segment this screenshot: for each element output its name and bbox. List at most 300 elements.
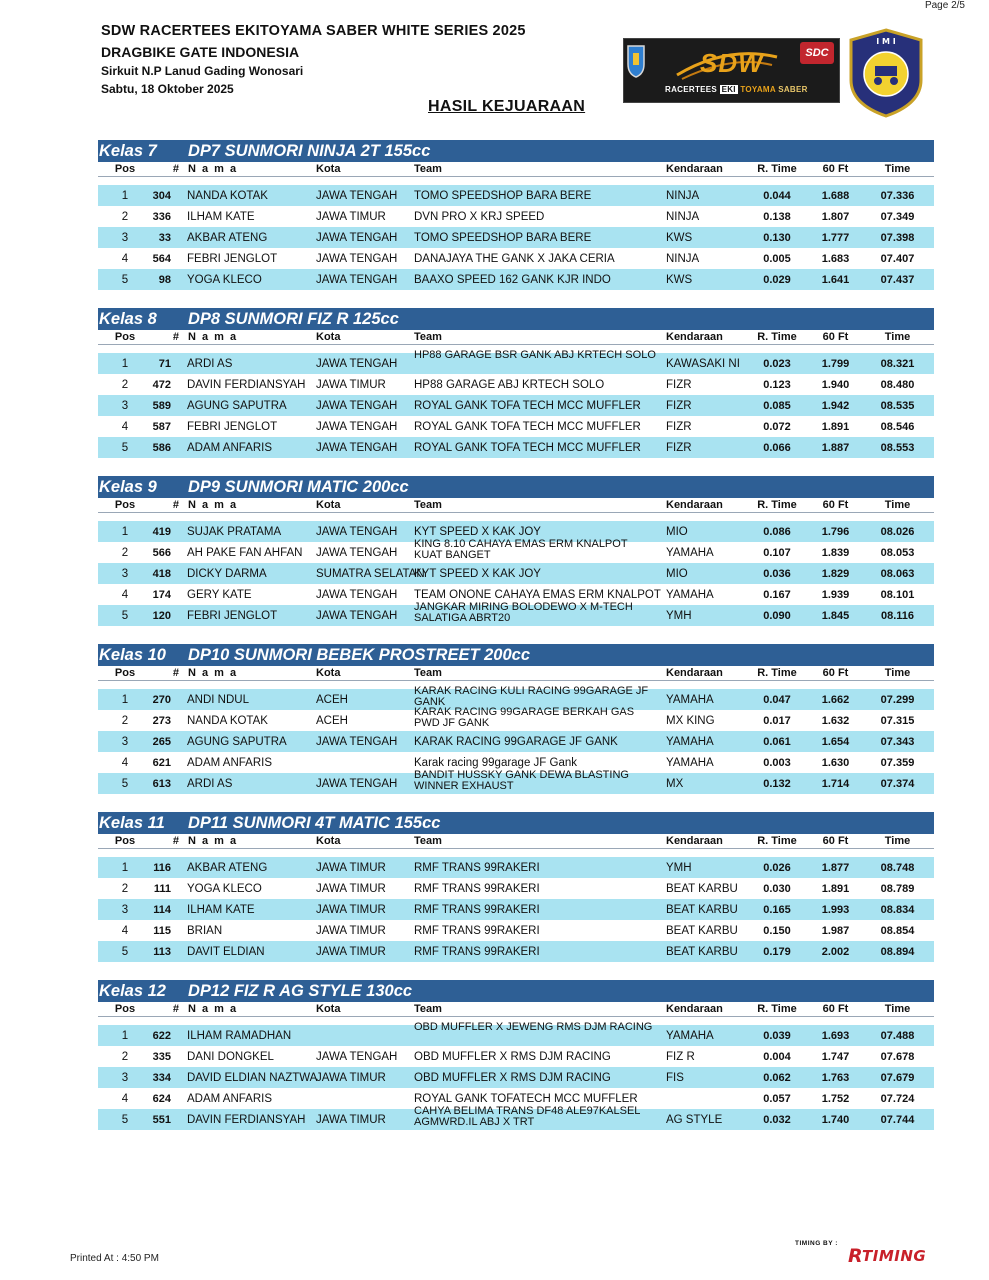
result-row (98, 857, 934, 878)
cell-name: ANDI NDUL (187, 693, 249, 706)
cell-name: GERY KATE (187, 588, 252, 601)
cell-team (406, 706, 658, 731)
class-number: Kelas 7 (99, 142, 157, 160)
cell-team: RMF TRANS 99RAKERI (414, 861, 540, 874)
cell-time: 08.894 (880, 945, 915, 958)
cell-rtime: 0.017 (763, 714, 791, 727)
cell-num: 624 (152, 1092, 171, 1105)
column-header-kota: Kota (316, 835, 341, 847)
cell-time: 08.116 (880, 609, 915, 622)
cell-vehicle: MIO (666, 567, 688, 580)
column-header-team: Team (414, 835, 442, 847)
column-header-row (98, 162, 934, 177)
column-header-time: Time (884, 331, 911, 343)
column-header-sixty: 60 Ft (822, 1003, 849, 1015)
result-row (98, 374, 934, 395)
class-number: Kelas 9 (99, 478, 157, 496)
cell-num: 114 (153, 903, 171, 916)
column-header-num: # (172, 835, 179, 847)
class-number: Kelas 10 (99, 646, 166, 664)
cell-name: ILHAM KATE (187, 210, 255, 223)
cell-sixty: 1.993 (821, 903, 850, 916)
cell-sixty: 1.632 (821, 714, 850, 727)
cell-sixty: 1.891 (821, 882, 850, 895)
result-row (98, 899, 934, 920)
cell-vehicle: KWS (666, 231, 693, 244)
cell-team: Karak racing 99garage JF Gank (414, 756, 578, 769)
cell-num: 113 (153, 945, 171, 958)
result-row (98, 878, 934, 899)
cell-num: 419 (152, 525, 171, 538)
cell-vehicle: YMH (666, 609, 692, 622)
cell-pos: 2 (121, 210, 129, 223)
cell-kota: ACEH (316, 693, 348, 706)
cell-pos: 1 (121, 861, 129, 874)
cell-kota: JAWA TENGAH (316, 1050, 398, 1063)
cell-vehicle: KWS (666, 273, 693, 286)
event-header (101, 20, 526, 98)
cell-num: 174 (152, 588, 171, 601)
cell-pos: 5 (121, 273, 129, 286)
cell-kota: JAWA TENGAH (316, 546, 398, 559)
column-header-row (98, 1002, 934, 1017)
shield-logo-icon (626, 44, 646, 78)
event-date: Sabtu, 18 Oktober 2025 (101, 82, 234, 96)
cell-num: 622 (152, 1029, 171, 1042)
column-header-name: N a m a (188, 1003, 238, 1015)
cell-team: KYT SPEED X KAK JOY (414, 567, 541, 580)
cell-rtime: 0.107 (763, 546, 791, 559)
cell-sixty: 1.845 (821, 609, 850, 622)
column-header-pos: Pos (114, 331, 136, 343)
cell-time: 08.854 (880, 924, 915, 937)
column-header-sixty: 60 Ft (822, 331, 849, 343)
cell-team (406, 1021, 658, 1046)
cell-name: FEBRI JENGLOT (187, 252, 278, 265)
column-header-team: Team (414, 163, 442, 175)
cell-name: ARDI AS (187, 357, 233, 370)
cell-name: DANI DONGKEL (187, 1050, 274, 1063)
cell-pos: 5 (121, 441, 129, 454)
cell-time: 07.349 (880, 210, 915, 223)
cell-team: ROYAL GANK TOFA TECH MCC MUFFLER (414, 420, 641, 433)
cell-name: ADAM ANFARIS (187, 756, 272, 769)
cell-time: 07.488 (880, 1029, 915, 1042)
result-row (98, 1067, 934, 1088)
cell-sixty: 1.940 (821, 378, 850, 391)
cell-rtime: 0.032 (763, 1113, 791, 1126)
cell-pos: 5 (121, 1113, 129, 1126)
cell-sixty: 1.662 (821, 693, 850, 706)
cell-num: 304 (152, 189, 171, 202)
cell-num: 273 (152, 714, 171, 727)
column-header-time: Time (884, 1003, 911, 1015)
cell-vehicle: FIZR (666, 399, 692, 412)
column-header-num: # (172, 499, 179, 511)
cell-kota: JAWA TIMUR (316, 1113, 386, 1126)
column-header-pos: Pos (114, 499, 136, 511)
cell-num: 472 (152, 378, 171, 391)
column-header-team: Team (414, 331, 442, 343)
class-section (98, 476, 934, 626)
sponsor-sdc-logo: SDC (800, 42, 834, 64)
cell-rtime: 0.026 (763, 861, 791, 874)
results-heading: HASIL KEJUARAAN (428, 98, 586, 115)
cell-kota: JAWA TENGAH (316, 273, 398, 286)
cell-num: 336 (152, 210, 171, 223)
column-header-name: N a m a (188, 835, 238, 847)
cell-vehicle: YMH (666, 861, 692, 874)
class-title-band (98, 476, 934, 498)
svg-text:R: R (848, 1245, 863, 1267)
header-gap (98, 177, 934, 185)
sponsor-racertees: RACERTEES (665, 85, 718, 94)
result-row (98, 185, 934, 206)
cell-pos: 3 (121, 1071, 129, 1084)
cell-rtime: 0.085 (763, 399, 791, 412)
cell-vehicle: FIZR (666, 441, 692, 454)
class-name: DP8 SUNMORI FIZ R 125cc (188, 310, 399, 328)
cell-time: 08.063 (880, 567, 915, 580)
cell-rtime: 0.005 (763, 252, 791, 265)
column-header-pos: Pos (114, 163, 136, 175)
cell-sixty: 1.693 (821, 1029, 850, 1042)
column-header-kota: Kota (316, 667, 341, 679)
column-header-team: Team (414, 1003, 442, 1015)
cell-kota: JAWA TENGAH (316, 420, 398, 433)
column-header-num: # (172, 1003, 179, 1015)
event-venue: Sirkuit N.P Lanud Gading Wonosari (101, 64, 304, 78)
class-title-band (98, 980, 934, 1002)
cell-name: AGUNG SAPUTRA (187, 735, 287, 748)
cell-name: DAVID ELDIAN NAZTWA (187, 1071, 318, 1084)
column-header-row (98, 498, 934, 513)
result-row (98, 1046, 934, 1067)
column-header-rtime: R. Time (757, 1003, 797, 1015)
cell-vehicle: MIO (666, 525, 688, 538)
column-header-row (98, 330, 934, 345)
cell-num: 270 (152, 693, 171, 706)
cell-pos: 4 (121, 252, 129, 265)
cell-pos: 4 (121, 756, 129, 769)
cell-team: OBD MUFFLER X RMS DJM RACING (414, 1071, 611, 1084)
class-title-band (98, 812, 934, 834)
cell-rtime: 0.132 (763, 777, 791, 790)
cell-kota: JAWA TIMUR (316, 378, 386, 391)
class-number: Kelas 11 (99, 814, 165, 832)
cell-vehicle: YAMAHA (666, 756, 714, 769)
class-name: DP9 SUNMORI MATIC 200cc (188, 478, 409, 496)
cell-pos: 3 (121, 735, 129, 748)
sponsor-eki: EKI (721, 85, 736, 94)
cell-team: KYT SPEED X KAK JOY (414, 525, 541, 538)
cell-time: 07.744 (880, 1113, 915, 1126)
cell-time: 08.321 (880, 357, 915, 370)
cell-time: 07.407 (880, 252, 915, 265)
column-header-name: N a m a (188, 667, 238, 679)
cell-pos: 1 (121, 693, 129, 706)
class-name: DP10 SUNMORI BEBEK PROSTREET 200cc (188, 646, 531, 664)
cell-time: 07.398 (880, 231, 915, 244)
column-header-row (98, 666, 934, 681)
cell-team: ROYAL GANK TOFA TECH MCC MUFFLER (414, 441, 641, 454)
class-name: DP12 FIZ R AG STYLE 130cc (188, 982, 413, 1000)
cell-pos: 4 (121, 420, 129, 433)
cell-vehicle: MX KING (666, 714, 715, 727)
cell-sixty: 1.939 (821, 588, 850, 601)
cell-name: FEBRI JENGLOT (187, 609, 278, 622)
cell-pos: 2 (121, 882, 129, 895)
cell-team: BAAXO SPEED 162 GANK KJR INDO (414, 273, 611, 286)
result-row (98, 206, 934, 227)
cell-vehicle: NINJA (666, 252, 700, 265)
cell-team: DVN PRO X KRJ SPEED (414, 210, 545, 223)
cell-name: ADAM ANFARIS (187, 1092, 272, 1105)
result-row (98, 269, 934, 290)
cell-pos: 1 (121, 1029, 129, 1042)
cell-vehicle: FIZ R (666, 1050, 695, 1063)
team-text: CAHYA BELIMA TRANS DF48 ALE97KALSEL AGMWRD.IL ABJ X TRT (414, 1105, 641, 1128)
cell-kota: JAWA TIMUR (316, 210, 386, 223)
cell-time: 07.336 (880, 189, 915, 202)
cell-team: HP88 GARAGE ABJ KRTECH SOLO (414, 378, 605, 391)
cell-name: YOGA KLECO (187, 882, 262, 895)
cell-vehicle: KAWASAKI NI (666, 357, 740, 370)
timing-logo-icon (846, 1242, 942, 1266)
cell-pos: 2 (121, 714, 129, 727)
cell-name: DAVIT ELDIAN (187, 945, 265, 958)
cell-rtime: 0.179 (763, 945, 791, 958)
cell-team: TEAM ONONE CAHAYA EMAS ERM KNALPOT (414, 588, 661, 601)
cell-rtime: 0.167 (763, 588, 791, 601)
cell-time: 08.834 (880, 903, 915, 916)
cell-pos: 3 (121, 231, 129, 244)
result-row (98, 601, 934, 626)
cell-rtime: 0.061 (763, 735, 791, 748)
column-header-vehicle: Kendaraan (666, 499, 723, 511)
cell-pos: 1 (121, 357, 129, 370)
cell-pos: 2 (121, 378, 129, 391)
cell-sixty: 1.740 (821, 1113, 850, 1126)
result-row (98, 395, 934, 416)
class-section (98, 140, 934, 290)
cell-vehicle: FIZR (666, 378, 692, 391)
cell-team: RMF TRANS 99RAKERI (414, 945, 540, 958)
cell-vehicle: AG STYLE (666, 1113, 723, 1126)
cell-num: 334 (152, 1071, 171, 1084)
cell-pos: 2 (121, 546, 129, 559)
event-subtitle: DRAGBIKE GATE INDONESIA (101, 44, 300, 60)
cell-name: AGUNG SAPUTRA (187, 399, 287, 412)
column-header-kota: Kota (316, 163, 341, 175)
cell-pos: 1 (121, 189, 129, 202)
cell-kota: ACEH (316, 714, 348, 727)
cell-time: 08.026 (880, 525, 915, 538)
cell-rtime: 0.066 (763, 441, 791, 454)
cell-rtime: 0.057 (763, 1092, 791, 1105)
cell-rtime: 0.062 (763, 1071, 791, 1084)
result-row (98, 941, 934, 962)
cell-kota: JAWA TENGAH (316, 231, 398, 244)
cell-sixty: 1.799 (821, 357, 850, 370)
class-name: DP11 SUNMORI 4T MATIC 155cc (188, 814, 441, 832)
cell-time: 08.748 (880, 861, 915, 874)
cell-name: ILHAM KATE (187, 903, 255, 916)
column-header-rtime: R. Time (757, 667, 797, 679)
cell-team: OBD MUFFLER X RMS DJM RACING (414, 1050, 611, 1063)
sponsor-strip (665, 85, 808, 94)
cell-pos: 4 (121, 588, 129, 601)
column-header-name: N a m a (188, 499, 238, 511)
cell-kota: JAWA TENGAH (316, 441, 398, 454)
cell-name: NANDA KOTAK (187, 714, 268, 727)
cell-time: 08.053 (880, 546, 915, 559)
cell-time: 07.678 (880, 1050, 915, 1063)
column-header-name: N a m a (188, 163, 238, 175)
cell-team: TOMO SPEEDSHOP BARA BERE (414, 189, 592, 202)
column-header-pos: Pos (114, 1003, 136, 1015)
result-row (98, 416, 934, 437)
cell-num: 98 (158, 273, 171, 286)
cell-team (406, 601, 658, 626)
cell-kota: JAWA TIMUR (316, 945, 386, 958)
column-header-pos: Pos (114, 667, 136, 679)
cell-num: 418 (152, 567, 171, 580)
class-section (98, 812, 934, 962)
cell-sixty: 1.714 (821, 777, 850, 790)
cell-num: 587 (152, 420, 171, 433)
cell-time: 08.101 (880, 588, 915, 601)
cell-time: 07.315 (880, 714, 915, 727)
cell-sixty: 1.987 (821, 924, 850, 937)
sponsor-saber: SABER (778, 85, 808, 94)
sponsor-sdw-logo: SDW (700, 48, 764, 78)
class-title-band (98, 308, 934, 330)
cell-num: 566 (152, 546, 171, 559)
cell-rtime: 0.123 (763, 378, 791, 391)
cell-team: RMF TRANS 99RAKERI (414, 924, 540, 937)
cell-num: 71 (158, 357, 171, 370)
cell-vehicle: BEAT KARBU (666, 945, 738, 958)
class-section (98, 644, 934, 794)
class-number: Kelas 8 (99, 310, 157, 328)
cell-rtime: 0.023 (763, 357, 791, 370)
class-section (98, 308, 934, 458)
team-text: KARAK RACING 99GARAGE BERKAH GAS PWD JF GANK (414, 706, 635, 729)
cell-num: 335 (152, 1050, 171, 1063)
cell-kota: JAWA TENGAH (316, 735, 398, 748)
cell-rtime: 0.003 (763, 756, 791, 769)
cell-num: 265 (152, 735, 171, 748)
cell-rtime: 0.090 (763, 609, 791, 622)
cell-vehicle: MX (666, 777, 684, 790)
column-header-sixty: 60 Ft (822, 667, 849, 679)
cell-team (406, 349, 658, 374)
cell-pos: 5 (121, 609, 129, 622)
column-header-row (98, 834, 934, 849)
cell-rtime: 0.047 (763, 693, 791, 706)
cell-kota: JAWA TIMUR (316, 882, 386, 895)
sponsor-toyama: TOYAMA (740, 85, 776, 94)
cell-sixty: 1.829 (821, 567, 850, 580)
cell-rtime: 0.130 (763, 231, 791, 244)
team-text: OBD MUFFLER X JEWENG RMS DJM RACING (414, 1021, 653, 1033)
svg-text:TIMING: TIMING (862, 1247, 927, 1265)
cell-name: BRIAN (187, 924, 223, 937)
result-row (98, 538, 934, 563)
cell-rtime: 0.165 (763, 903, 791, 916)
cell-name: AKBAR ATENG (187, 231, 268, 244)
header-gap (98, 513, 934, 521)
cell-num: 33 (158, 231, 171, 244)
result-row (98, 731, 934, 752)
column-header-rtime: R. Time (757, 163, 797, 175)
cell-kota: JAWA TIMUR (316, 1071, 386, 1084)
cell-vehicle: YAMAHA (666, 588, 714, 601)
column-header-rtime: R. Time (757, 499, 797, 511)
cell-team (406, 1105, 658, 1130)
svg-text:I M I: I M I (876, 37, 896, 46)
cell-name: DICKY DARMA (187, 567, 267, 580)
column-header-kota: Kota (316, 1003, 341, 1015)
cell-sixty: 1.683 (821, 252, 850, 265)
cell-kota: JAWA TIMUR (316, 861, 386, 874)
cell-num: 589 (152, 399, 171, 412)
cell-name: ARDI AS (187, 777, 233, 790)
cell-time: 08.535 (880, 399, 915, 412)
cell-vehicle: FIZR (666, 420, 692, 433)
column-header-rtime: R. Time (757, 835, 797, 847)
cell-rtime: 0.036 (763, 567, 791, 580)
class-name: DP7 SUNMORI NINJA 2T 155cc (188, 142, 431, 160)
cell-num: 111 (153, 882, 171, 895)
cell-num: 120 (152, 609, 171, 622)
cell-sixty: 1.891 (821, 420, 850, 433)
cell-time: 08.789 (880, 882, 915, 895)
cell-kota: JAWA TENGAH (316, 399, 398, 412)
cell-time: 08.553 (880, 441, 915, 454)
cell-kota: JAWA TENGAH (316, 525, 398, 538)
cell-rtime: 0.029 (763, 273, 791, 286)
result-row (98, 227, 934, 248)
cell-sixty: 1.688 (821, 189, 850, 202)
cell-team: RMF TRANS 99RAKERI (414, 903, 540, 916)
cell-sixty: 1.777 (821, 231, 850, 244)
cell-time: 07.374 (880, 777, 915, 790)
cell-sixty: 1.942 (821, 399, 850, 412)
cell-pos: 3 (121, 399, 129, 412)
team-text: HP88 GARAGE BSR GANK ABJ KRTECH SOLO (414, 349, 656, 361)
column-header-sixty: 60 Ft (822, 163, 849, 175)
cell-pos: 4 (121, 1092, 129, 1105)
cell-kota: JAWA TENGAH (316, 588, 398, 601)
cell-rtime: 0.004 (763, 1050, 791, 1063)
cell-team (406, 538, 658, 563)
cell-rtime: 0.030 (763, 882, 791, 895)
page-number: Page 2/5 (924, 0, 965, 11)
cell-name: SUJAK PRATAMA (187, 525, 282, 538)
cell-sixty: 1.654 (821, 735, 850, 748)
cell-sixty: 1.877 (821, 861, 850, 874)
cell-sixty: 1.807 (821, 210, 850, 223)
team-text: KARAK RACING KULI RACING 99GARAGE JF GANK (414, 685, 649, 708)
cell-time: 08.546 (880, 420, 915, 433)
result-row (98, 349, 934, 374)
cell-team: TOMO SPEEDSHOP BARA BERE (414, 231, 592, 244)
column-header-kota: Kota (316, 499, 341, 511)
timing-by-label: TIMING BY : (795, 1240, 838, 1247)
cell-time: 07.343 (880, 735, 915, 748)
